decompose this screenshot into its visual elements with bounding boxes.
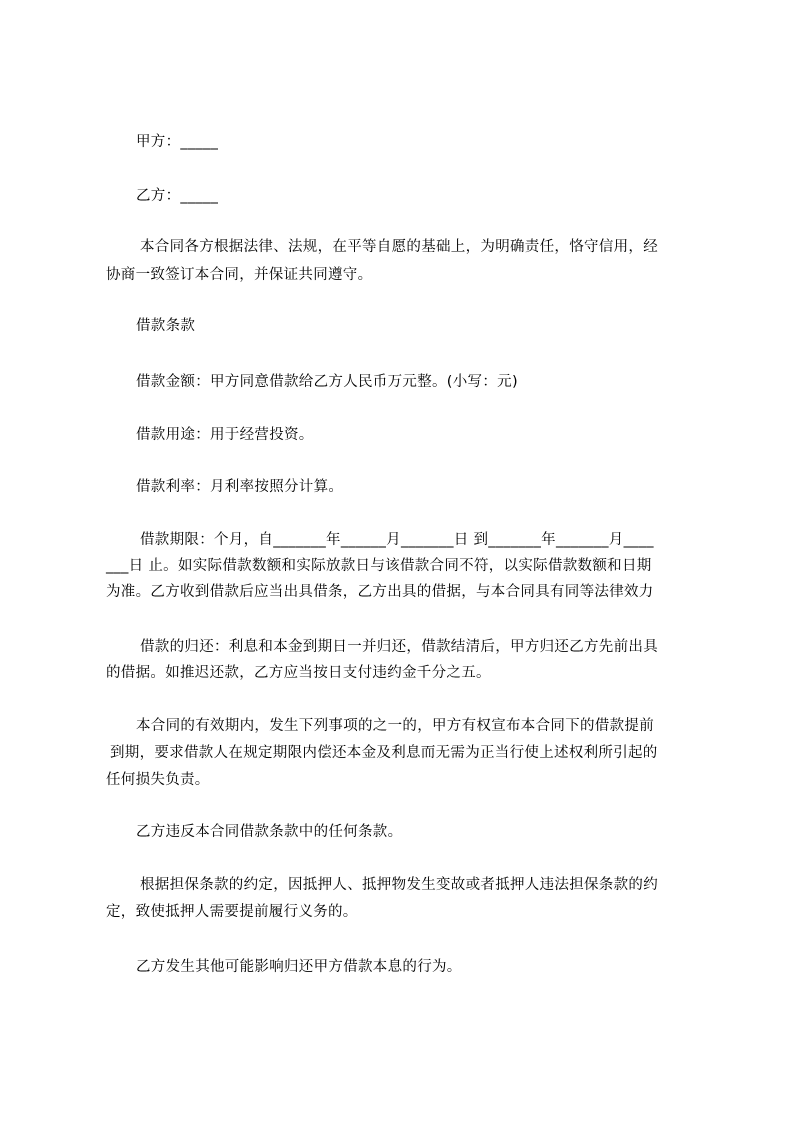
party-a-line: 甲方：_____ xyxy=(136,134,219,150)
breach-clause: 乙方违反本合同借款条款中的任何条款。 xyxy=(136,824,403,840)
guarantee-line-1: 根据担保条款的约定，因抵押人、抵押物发生变故或者抵押人违法担保条款的约 xyxy=(140,877,658,893)
party-b-line: 乙方：_____ xyxy=(136,188,219,204)
loan-term-line-1: 借款期限：个月，自_______年______月_______日 到_______年_______月____ xyxy=(140,532,654,548)
guarantee-line-2: 定，致使抵押人需要提前履行义务的。 xyxy=(106,904,358,920)
loan-interest-clause: 借款利率：月利率按照分计算。 xyxy=(136,479,344,495)
section-title: 借款条款 xyxy=(136,318,196,334)
acceleration-line-3: 任何损失负责。 xyxy=(106,772,210,788)
loan-purpose-clause: 借款用途：用于经营投资。 xyxy=(136,427,314,443)
intro-line-1: 本合同各方根据法律、法规，在平等自愿的基础上，为明确责任，恪守信用，经 xyxy=(140,239,658,255)
repayment-line-1: 借款的归还：利息和本金到期日一并归还，借款结清后，甲方归还乙方先前出具 xyxy=(140,639,658,655)
other-events-clause: 乙方发生其他可能影响归还甲方借款本息的行为。 xyxy=(136,959,462,975)
intro-line-2: 协商一致签订本合同，并保证共同遵守。 xyxy=(106,267,373,283)
repayment-line-2: 的借据。如推迟还款，乙方应当按日支付违约金千分之五。 xyxy=(106,665,491,681)
loan-term-line-2: ___日 止。如实际借款数额和实际放款日与该借款合同不符，以实际借款数额和日期 xyxy=(106,558,652,574)
loan-amount-clause: 借款金额：甲方同意借款给乙方人民币万元整。(小写：元) xyxy=(136,374,518,390)
loan-term-line-3: 为准。乙方收到借款后应当出具借条，乙方出具的借据，与本合同具有同等法律效力 xyxy=(106,584,654,600)
acceleration-line-2: 到期，要求借款人在规定期限内偿还本金及利息而无需为正当行使上述权利所引起的 xyxy=(110,745,658,761)
acceleration-line-1: 本合同的有效期内，发生下列事项的之一的，甲方有权宣布本合同下的借款提前 xyxy=(136,718,654,734)
